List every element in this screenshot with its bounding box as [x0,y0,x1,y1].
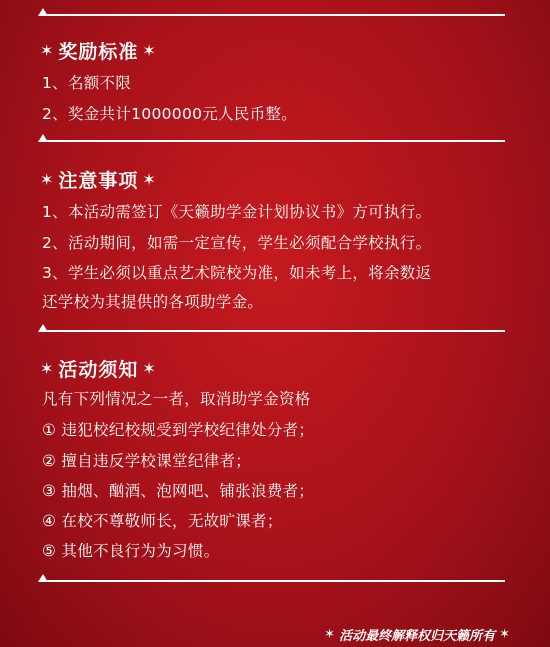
list-item: 1、名额不限 [42,74,132,92]
list-item: ④ 在校不尊敬师长，无故旷课者； [42,512,283,530]
list-item: 还学校为其提供的各项助学金。 [42,293,264,311]
section-title-rules [40,355,157,382]
list-item: ⑤ 其他不良行为为习惯。 [42,542,220,560]
star-icon: ✶ [40,358,55,378]
section-title-notes [40,166,157,193]
star-icon: ✶ [142,40,157,60]
section-divider [40,140,505,142]
star-icon: ✶ [40,40,55,60]
section-divider [40,580,505,582]
list-item: ② 擅自违反学校课堂纪律者； [42,452,252,470]
star-icon: ✶ [142,358,157,378]
section-title-reward [40,37,157,64]
star-icon: ✶ [324,627,336,642]
section-title-text: 奖励标准 [58,41,139,63]
footer-note [324,625,510,644]
list-item: 1、本活动需签订《天籁助学金计划协议书》方可执行。 [42,203,432,221]
star-icon: ✶ [142,169,157,189]
section-divider [40,14,505,16]
list-item: 2、奖金共计1000000元人民币整。 [42,105,298,123]
list-item: ③ 抽烟、酗酒、泡网吧、铺张浪费者； [42,482,315,500]
star-icon: ✶ [40,169,55,189]
footer-text: 活动最终解释权归天籁所有 [339,629,496,644]
section-title-text: 注意事项 [58,170,139,192]
list-item: 3、学生必须以重点艺术院校为准，如未考上，将余数返 [42,264,432,282]
list-item: ① 违犯校纪校规受到学校纪律处分者； [42,421,315,439]
section-title-text: 活动须知 [58,359,139,381]
star-icon: ✶ [499,627,510,642]
section-divider [40,330,505,332]
list-item: 凡有下列情况之一者，取消助学金资格 [42,390,311,408]
list-item: 2、活动期间，如需一定宣传，学生必须配合学校执行。 [42,234,432,252]
